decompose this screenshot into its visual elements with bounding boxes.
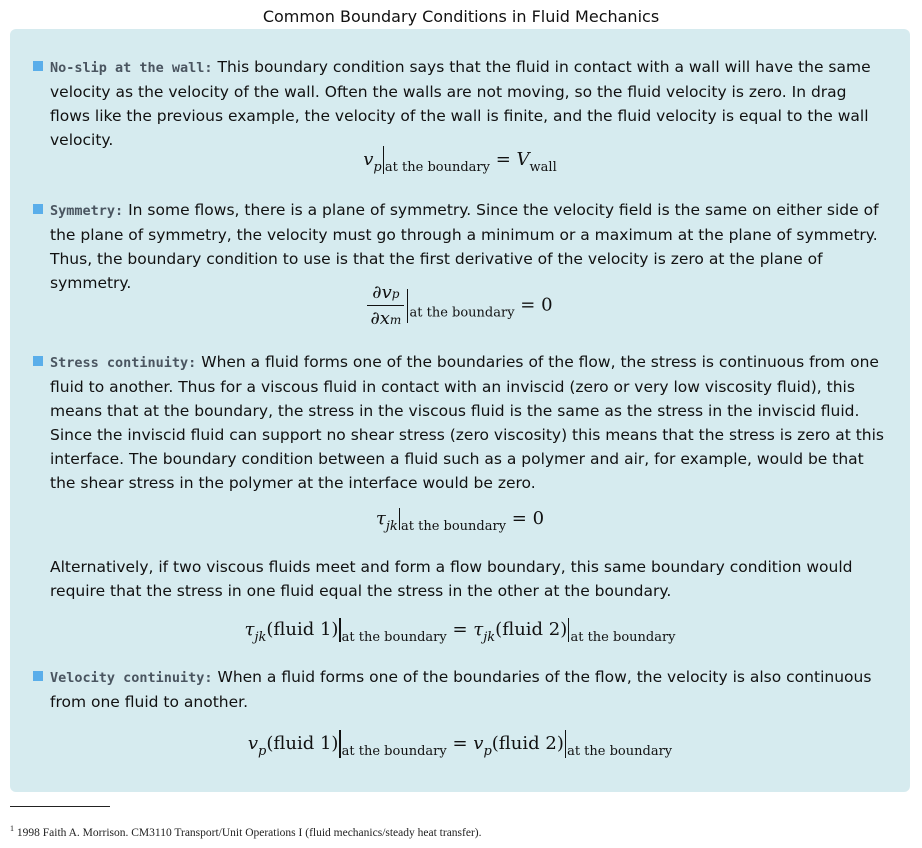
equation-no-slip: $v_p$ $_{at the boundary} = V_{wall}$ — [10, 146, 910, 175]
eq-fluid1: (fluid 1) — [266, 733, 339, 754]
eq-subscript: at the boundary — [567, 744, 673, 759]
bullet-square-icon — [33, 204, 43, 214]
bullet-square-icon — [33, 671, 43, 681]
bullet-square-icon — [33, 61, 43, 71]
eq-fluid2: (fluid 2) — [491, 733, 564, 754]
item-label: Velocity continuity: — [50, 670, 213, 686]
item-text: In some flows, there is a plane of symmetry. Since the velocity field is the same on either side of the plane of symmetry, the velocity must go through a minimum or a maximum at the plane of symmetry. Thus, the boundary condition to use is that the first derivative of the velocity is zero at the plane of symmetry. — [50, 201, 879, 292]
page-title: Common Boundary Conditions in Fluid Mechanics — [262, 7, 660, 26]
eq-subscript: at the boundary — [570, 630, 676, 645]
derivative-fraction: $\frac{\partial vp}{\partial xm}$ — [367, 282, 404, 329]
eq-subscript: at the boundary — [401, 519, 507, 534]
item-text: When a fluid forms one of the boundaries of the flow, the stress is continuous from one fluid to another. Thus for a viscous fluid in contact with an inviscid (zero or very low viscosity fluid), this means that at the boundary, the stress in the viscous fluid is the same as the stress in the inviscid fluid. Since the inviscid fluid can support no shear stress (zero viscosity) this means that the stress is zero at this interface. The boundary condition between a fluid such as a polymer and air, for example, would be that the shear stress in the polymer at the interface would be zero. — [50, 353, 885, 492]
eq-subscript: at the boundary — [409, 305, 515, 321]
eq-subscript: at the boundary — [341, 630, 447, 645]
eq-equals: = — [520, 294, 536, 316]
list-item-stress-continuity — [50, 350, 890, 495]
bullet-square-icon — [33, 356, 43, 366]
footnote — [10, 824, 482, 839]
eq-subscript: at the boundary — [341, 744, 447, 759]
item-label: No-slip at the wall: — [50, 60, 213, 76]
eq-equals: = — [452, 619, 468, 640]
equation-velocity-continuity: $v_p(fluid$ 1) $_{at the boundary} = v_p(fluid$ 2) $_{at the boundary}$ — [10, 730, 910, 759]
eq-equals: = — [511, 508, 527, 529]
eq-subscript: at the boundary — [384, 160, 490, 175]
eq-zero: 0 — [532, 508, 545, 529]
list-item-no-slip — [50, 55, 890, 152]
eq-fluid1: (fluid 1) — [266, 619, 339, 640]
item-text: When a fluid forms one of the boundaries of the flow, the velocity is also continuous from one fluid to another. — [50, 668, 872, 711]
footnote-divider — [10, 806, 110, 807]
list-item-velocity-continuity — [50, 665, 890, 714]
eq-zero: 0 — [541, 294, 553, 316]
item-label: Symmetry: — [50, 203, 124, 219]
eq-subscript-wall: wall — [529, 160, 557, 175]
equation-symmetry — [10, 282, 910, 329]
paragraph-alternatively: Alternatively, if two viscous fluids meet and form a flow boundary, this same boundary condition would require that the stress in one fluid equal the stress in the other at the boundary. — [50, 558, 853, 600]
eq-fluid2: (fluid 2) — [495, 619, 568, 640]
eq-equals: = — [452, 733, 468, 754]
list-item-symmetry — [50, 198, 890, 295]
footnote-text: 1998 Faith A. Morrison. CM3110 Transport/Unit Operations I (fluid mechanics/steady heat transfer). — [16, 826, 482, 839]
eq-equals: = — [495, 149, 511, 170]
equation-stress-continuity: $\tau_{jk}(fluid$ 1) $_{at the boundary} = \tau_{jk}(fluid$ 2) $_{at the boundary}$ — [244, 619, 676, 645]
item-text: This boundary condition says that the fluid in contact with a wall will have the same velocity as the velocity of the wall. Often the walls are not moving, so the fluid velocity is zero. In drag flows like the previous example, the velocity of the wall is finite, and the fluid velocity is equal to the wall velocity. — [50, 58, 871, 149]
footnote-mark: 1 — [10, 824, 14, 833]
equation-stress-zero: $\tau_{jk}$ $_{at the boundary}$ = 0 — [375, 508, 545, 534]
item-label: Stress continuity: — [50, 355, 197, 371]
